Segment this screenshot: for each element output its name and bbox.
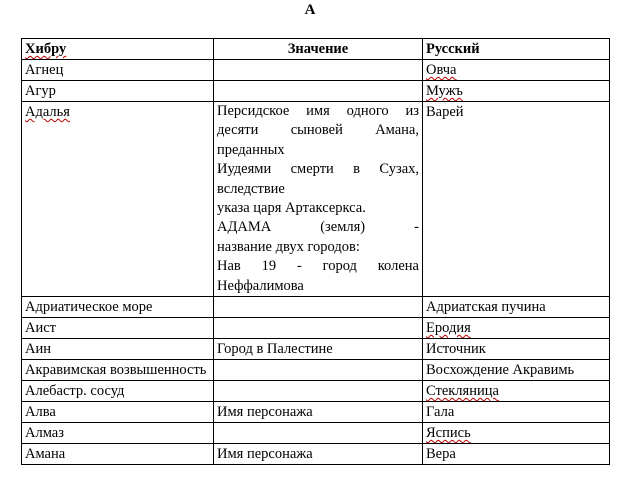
table-row	[22, 81, 610, 102]
meaning-line: АДАМА (земля) -	[217, 219, 419, 236]
cell-meaning: Имя персонажа	[214, 402, 423, 423]
meaning-line: Нав 19 - город колена	[217, 258, 419, 275]
cell-meaning: Город в Палестине	[214, 339, 423, 360]
table-row	[22, 423, 610, 444]
table-row	[22, 318, 610, 339]
cell-hebrew: Алмаз	[22, 423, 214, 444]
cell-meaning	[214, 81, 423, 102]
meaning-line: Персидское имя одного из	[217, 103, 419, 119]
meaning-line: название двух городов:	[217, 238, 360, 255]
cell-hebrew: Адалья	[22, 102, 214, 297]
cell-hebrew: Аист	[22, 318, 214, 339]
cell-russian: Мужъ	[423, 81, 610, 102]
cell-hebrew: Агнец	[22, 60, 214, 81]
cell-russian: Еродия	[423, 318, 610, 339]
cell-meaning	[214, 297, 423, 318]
cell-meaning: Имя персонажа	[214, 444, 423, 465]
table-row	[22, 339, 610, 360]
cell-russian: Восхождение Акравимь	[423, 360, 610, 381]
cell-russian: Овча	[423, 60, 610, 81]
column-header-meaning: Значение	[214, 39, 423, 60]
cell-russian: Варей	[423, 102, 610, 297]
cell-hebrew: Алебастр. сосуд	[22, 381, 214, 402]
meaning-line: десяти сыновей Амана,	[217, 122, 419, 139]
cell-hebrew: Акравимская возвышенность	[22, 360, 214, 381]
page-heading: А	[304, 2, 316, 18]
column-header-russian: Русский	[423, 39, 610, 60]
table-row	[22, 102, 610, 297]
cell-meaning	[214, 423, 423, 444]
cell-russian: Вера	[423, 444, 610, 465]
cell-russian: Стекляница	[423, 381, 610, 402]
cell-hebrew: Алва	[22, 402, 214, 423]
table-row	[22, 402, 610, 423]
meaning-line: указа царя Артаксеркса.	[217, 200, 366, 217]
table-row	[22, 360, 610, 381]
cell-hebrew: Амана	[22, 444, 214, 465]
meaning-line: Иудеями смерти в Сузах,	[217, 161, 419, 178]
table-row	[22, 381, 610, 402]
cell-hebrew: Аин	[22, 339, 214, 360]
cell-meaning	[214, 102, 423, 297]
cell-russian: Адриатская пучина	[423, 297, 610, 318]
cell-russian: Источник	[423, 339, 610, 360]
column-header-hebrew: Хибру	[22, 39, 214, 60]
cell-meaning	[214, 360, 423, 381]
glossary-table	[21, 38, 610, 465]
cell-hebrew: Агур	[22, 81, 214, 102]
cell-hebrew: Адриатическое море	[22, 297, 214, 318]
header-row	[22, 39, 610, 60]
cell-russian: Гала	[423, 402, 610, 423]
table-row	[22, 444, 610, 465]
cell-meaning	[214, 60, 423, 81]
cell-meaning	[214, 381, 423, 402]
table-row	[22, 297, 610, 318]
cell-meaning	[214, 318, 423, 339]
meaning-line: вследствие	[217, 180, 285, 197]
cell-russian: Яспись	[423, 423, 610, 444]
table-row	[22, 60, 610, 81]
meaning-line: Неффалимова	[217, 277, 304, 294]
meaning-line: преданных	[217, 141, 285, 158]
